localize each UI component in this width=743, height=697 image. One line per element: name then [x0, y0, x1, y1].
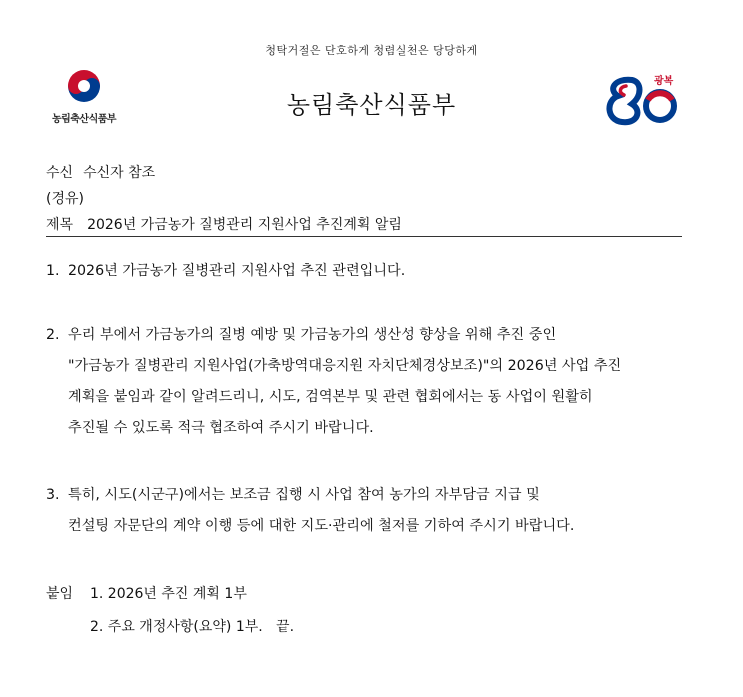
via-row: [46, 188, 84, 208]
paragraph-line: "가금농가 질병관리 지원사업(가축방역대응지원 자치단체경상보조)"의 2026년 사업 추진: [68, 358, 622, 374]
paragraph-line: 컨설팅 자문단의 계약 이행 등에 대한 지도·관리에 철저를 기하여 주시기 바랍니다.: [68, 518, 575, 534]
paragraph-number: 1.: [46, 263, 60, 279]
slogan: 청탁거절은 단호하게 청렴실천은 당당하게: [265, 44, 478, 57]
recipient-label: 수신: [46, 165, 74, 181]
via-label: (경유): [46, 191, 84, 207]
recipient-value: 수신자 참조: [83, 165, 156, 181]
attachment-item: 2. 주요 개정사항(요약) 1부. 끝.: [90, 619, 295, 635]
attachment-item: 1. 2026년 추진 계획 1부: [90, 586, 247, 602]
liberation-80-logo: [602, 70, 686, 132]
paragraph-line: 추진될 수 있도록 적극 협조하여 주시기 바랍니다.: [68, 420, 374, 436]
paragraph-number: 3.: [46, 487, 60, 503]
paragraph-line: 계획을 붙임과 같이 알려드리니, 시도, 검역본부 및 관련 협회에서는 동 사업이 원활히: [68, 389, 593, 405]
liberation-tag: 광복: [654, 76, 674, 87]
header-divider: [46, 236, 682, 237]
subject-label: 제목: [46, 217, 74, 233]
paragraph-line: 우리 부에서 가금농가의 질병 예방 및 가금농가의 생산성 향상을 위해 추진 중인: [68, 327, 557, 343]
subject-value: 2026년 가금농가 질병관리 지원사업 추진계획 알림: [87, 217, 402, 233]
subject-row: [46, 214, 402, 234]
liberation-80-emblem-icon: [602, 70, 686, 132]
paragraph-number: 2.: [46, 327, 60, 343]
attachment-label: 붙임: [46, 586, 74, 602]
paragraph-line: 특히, 시도(시군구)에서는 보조금 집행 시 사업 참여 농가의 자부담금 지급 및: [68, 487, 540, 503]
recipient-row: [46, 162, 155, 182]
ministry-title: 농림축산식품부: [286, 91, 457, 119]
ministry-logo-caption: 농림축산식품부: [51, 114, 117, 125]
paragraph-line: 2026년 가금농가 질병관리 지원사업 추진 관련입니다.: [68, 263, 406, 279]
